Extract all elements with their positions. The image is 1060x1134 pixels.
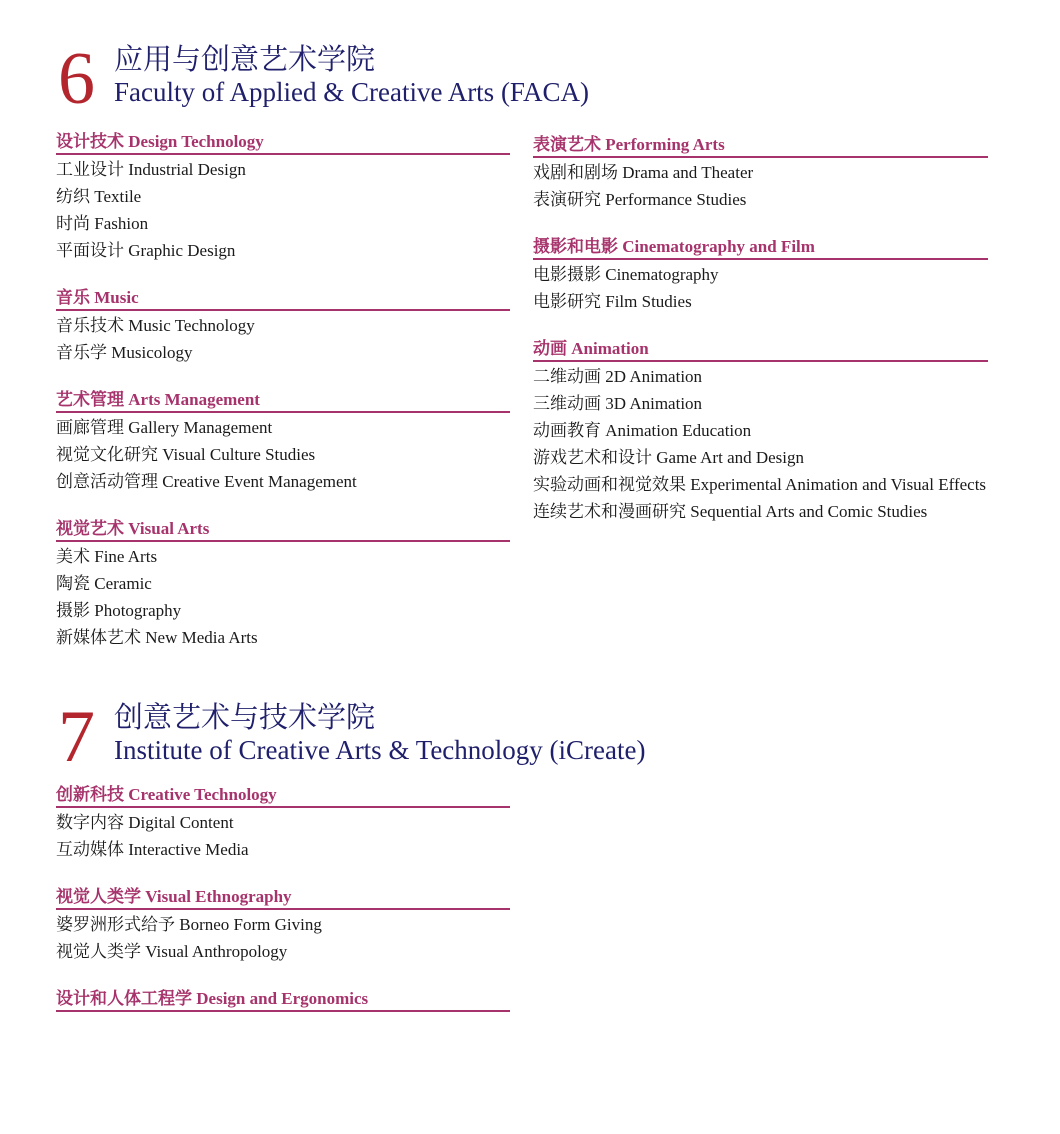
faculty-faca [58,38,1008,120]
program-group [56,519,510,649]
program-item: 动画教育 Animation Education [533,421,752,440]
program-item: 表演研究 Performance Studies [533,190,747,209]
program-item: 视觉文化研究 Visual Culture Studies [56,445,316,464]
faculty-title-en: Institute of Creative Arts & Technology (iCreate) [114,735,646,765]
program-item: 工业设计 Industrial Design [56,160,246,179]
program-item: 连续艺术和漫画研究 Sequential Arts and Comic Studies [533,502,928,521]
icreate-column [56,785,510,1038]
faculty-number: 7 [58,696,95,778]
program-item: 互动媒体 Interactive Media [56,840,249,859]
program-item: 时尚 Fashion [56,214,149,233]
program-group [56,288,510,364]
program-item: 创意活动管理 Creative Event Management [56,472,357,491]
group-title: 动画 Animation [533,339,988,362]
faculty-icreate [58,696,1008,778]
faculty-title-en: Faculty of Applied & Creative Arts (FACA) [114,77,589,107]
program-item: 陶瓷 Ceramic [56,574,152,593]
program-item: 视觉人类学 Visual Anthropology [56,942,288,961]
faculty-heading [58,696,1008,778]
group-title: 设计和人体工程学 Design and Ergonomics [56,989,510,1012]
program-item: 摄影 Photography [56,601,182,620]
group-title: 摄影和电影 Cinematography and Film [533,237,988,260]
program-item: 画廊管理 Gallery Management [56,418,273,437]
faca-right-column [533,135,988,549]
program-item: 美术 Fine Arts [56,547,158,566]
program-item: 实验动画和视觉效果 Experimental Animation and Visual Effects [533,475,987,494]
program-item: 电影研究 Film Studies [533,292,692,311]
program-item: 数字内容 Digital Content [56,813,234,832]
group-title: 创新科技 Creative Technology [56,785,510,808]
faculty-title-zh: 应用与创意艺术学院 [114,42,376,76]
program-item: 婆罗洲形式给予 Borneo Form Giving [56,915,322,934]
group-title: 视觉艺术 Visual Arts [56,519,510,542]
program-group [533,135,988,211]
program-item: 戏剧和剧场 Drama and Theater [533,163,754,182]
program-item: 新媒体艺术 New Media Arts [56,628,258,647]
program-item: 电影摄影 Cinematography [533,265,719,284]
faculty-title-zh: 创意艺术与技术学院 [114,700,376,734]
faculty-number: 6 [58,38,95,120]
program-item: 平面设计 Graphic Design [56,241,236,260]
program-group [56,887,510,963]
program-item: 音乐学 Musicology [56,343,193,362]
faculty-heading [58,38,1008,120]
program-group [56,132,510,262]
program-group [56,390,510,493]
group-title: 艺术管理 Arts Management [56,390,510,413]
program-item: 纺织 Textile [56,187,142,206]
group-title: 设计技术 Design Technology [56,132,510,155]
program-group [56,989,510,1012]
group-title: 视觉人类学 Visual Ethnography [56,887,510,910]
program-group [533,339,988,523]
program-item: 游戏艺术和设计 Game Art and Design [533,448,805,467]
program-item: 二维动画 2D Animation [533,367,703,386]
group-title: 音乐 Music [56,288,510,311]
program-group [56,785,510,861]
faca-left-column [56,132,510,675]
program-item: 三维动画 3D Animation [533,394,703,413]
program-group [533,237,988,313]
program-item: 音乐技术 Music Technology [56,316,255,335]
group-title: 表演艺术 Performing Arts [533,135,988,158]
